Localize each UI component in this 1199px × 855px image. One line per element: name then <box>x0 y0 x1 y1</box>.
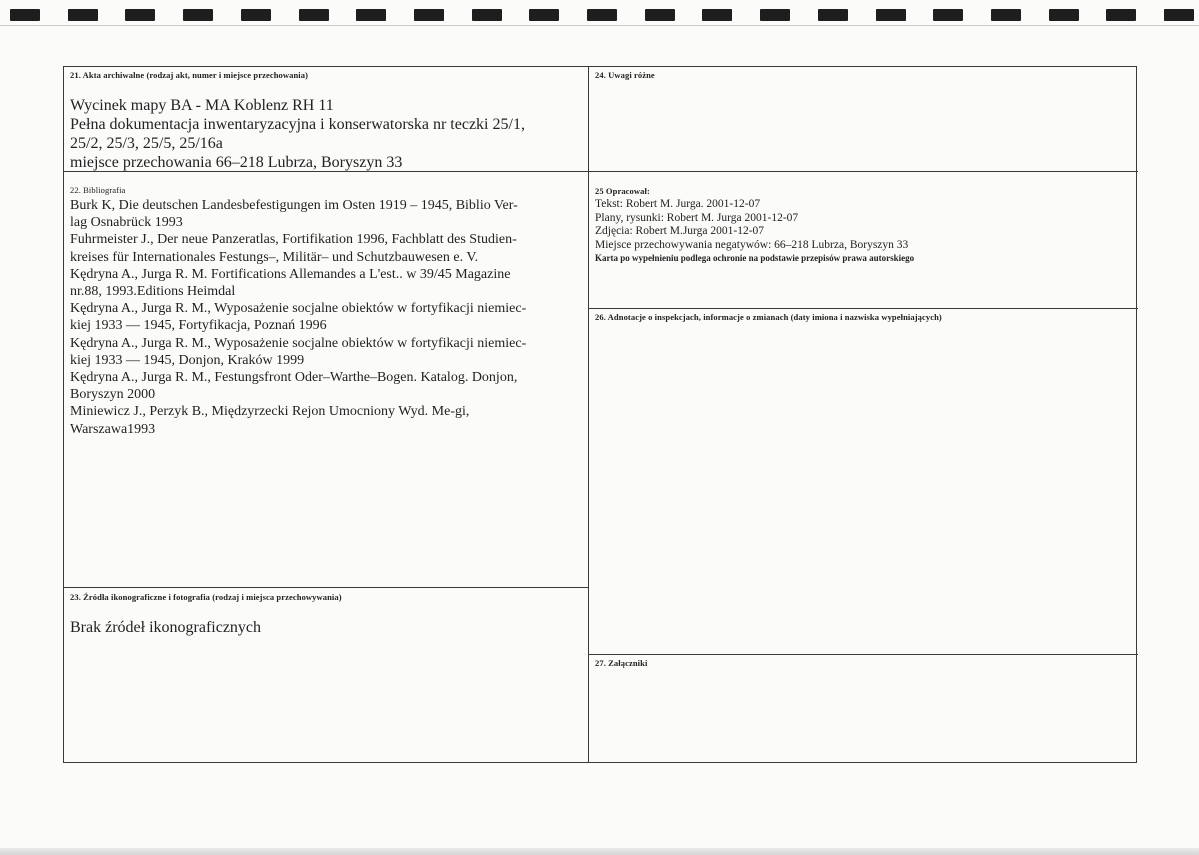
perforation-line <box>0 25 1199 26</box>
text-line: Kędryna A., Jurga R. M., Wyposażenie socjalne obiektów w fortyfikacji niemiec- <box>70 301 527 317</box>
section-25-prepared-by <box>595 186 1131 265</box>
section-22-content <box>70 197 582 438</box>
binding-hole <box>241 9 271 21</box>
text-line: Miniewicz J., Perzyk B., Międzyrzecki Rejon Umocniony Wyd. Me-gi, <box>70 404 470 420</box>
text-line: lag Osnabrück 1993 <box>70 215 183 231</box>
divider-22-23 <box>64 587 588 588</box>
section-25-content <box>595 198 1131 252</box>
text-line: Kędryna A., Jurga R. M., Festungsfront Oder–Warthe–Bogen. Katalog. Donjon, <box>70 370 518 386</box>
binding-hole <box>587 9 617 21</box>
binding-hole <box>529 9 559 21</box>
binding-hole <box>10 9 40 21</box>
text-line: Wycinek mapy BA - MA Koblenz RH 11 <box>70 97 334 114</box>
divider-25-26 <box>588 308 1138 309</box>
copyright-note: Karta po wypełnieniu podlega ochronie na podstawie przepisów prawa autorskiego <box>595 253 915 263</box>
section-22-label: 22. Bibliografia <box>70 185 126 195</box>
section-21-content <box>70 96 582 172</box>
binding-hole <box>991 9 1021 21</box>
section-21-label: 21. Akta archiwalne (rodzaj akt, numer i miejsce przechowania) <box>70 70 309 80</box>
section-23-label: 23. Źródła ikonograficzne i fotografia (rodzaj i miejsca przechowywania) <box>70 592 342 602</box>
divider-26-27 <box>588 654 1138 655</box>
binding-hole <box>933 9 963 21</box>
text-line: nr.88, 1993.Editions Heimdal <box>70 284 236 300</box>
section-24-label: 24. Uwagi różne <box>595 70 655 80</box>
binding-holes-row <box>0 9 1199 23</box>
section-22-bibliography <box>70 185 582 438</box>
text-line: Plany, rysunki: Robert M. Jurga 2001-12-07 <box>595 211 799 224</box>
binding-hole <box>645 9 675 21</box>
text-line: Kędryna A., Jurga R. M. Fortifications Allemandes a L'est.. w 39/45 Magazine <box>70 266 511 282</box>
binding-hole <box>472 9 502 21</box>
text-line: Boryszyn 2000 <box>70 387 156 403</box>
section-25-label: 25 Opracował: <box>595 186 650 196</box>
section-27-attachments <box>595 658 1131 668</box>
binding-hole <box>299 9 329 21</box>
binding-hole <box>183 9 213 21</box>
binding-hole <box>1106 9 1136 21</box>
text-line: Warszawa1993 <box>70 421 156 437</box>
section-23-text: Brak źródeł ikonograficznych <box>70 619 262 636</box>
section-26-annotations <box>595 312 1131 322</box>
binding-hole <box>68 9 98 21</box>
binding-hole <box>818 9 848 21</box>
section-26-label: 26. Adnotacje o inspekcjach, informacje o zmianach (daty imiona i nazwiska wypełniających) <box>595 312 942 322</box>
binding-hole <box>702 9 732 21</box>
binding-hole <box>125 9 155 21</box>
record-card-form <box>63 66 1137 763</box>
text-line: kiej 1933 — 1945, Donjon, Kraków 1999 <box>70 352 305 368</box>
text-line: Zdjęcia: Robert M.Jurga 2001-12-07 <box>595 225 765 237</box>
binding-hole <box>356 9 386 21</box>
section-21-archival-records <box>70 70 582 172</box>
text-line: Fuhrmeister J., Der neue Panzeratlas, Fortifikation 1996, Fachblatt des Studien- <box>70 232 517 248</box>
binding-hole <box>414 9 444 21</box>
text-line: Burk K, Die deutschen Landesbefestigungen im Osten 1919 – 1945, Biblio Ver- <box>70 198 518 213</box>
binding-hole <box>760 9 790 21</box>
section-24-remarks <box>595 70 1131 80</box>
section-27-label: 27. Załączniki <box>595 658 648 668</box>
divider-24-25 <box>588 171 1138 172</box>
binding-hole <box>876 9 906 21</box>
section-23-iconographic-sources <box>70 592 582 637</box>
text-line: Pełna dokumentacja inwentaryzacyjna i konserwatorska nr teczki 25/1, <box>70 116 525 133</box>
text-line: Miejsce przechowywania negatywów: 66–218 Lubrza, Boryszyn 33 <box>595 238 909 251</box>
binding-hole <box>1164 9 1194 21</box>
text-line: Kędryna A., Jurga R. M., Wyposażenie socjalne obiektów w fortyfikacji niemiec- <box>70 335 527 351</box>
text-line: Tekst: Robert M. Jurga. 2001-12-07 <box>595 198 761 210</box>
page-edge-shadow <box>0 848 1199 855</box>
text-line: kiej 1933 — 1945, Fortyfikacja, Poznań 1996 <box>70 318 327 334</box>
binding-hole <box>1049 9 1079 21</box>
text-line: kreises für Internationales Festungs–, Militär– und Schutzbauwesen e. V. <box>70 249 479 265</box>
text-line: 25/2, 25/3, 25/5, 25/16a <box>70 135 223 152</box>
text-line: miejsce przechowania 66–218 Lubrza, Boryszyn 33 <box>70 154 403 171</box>
